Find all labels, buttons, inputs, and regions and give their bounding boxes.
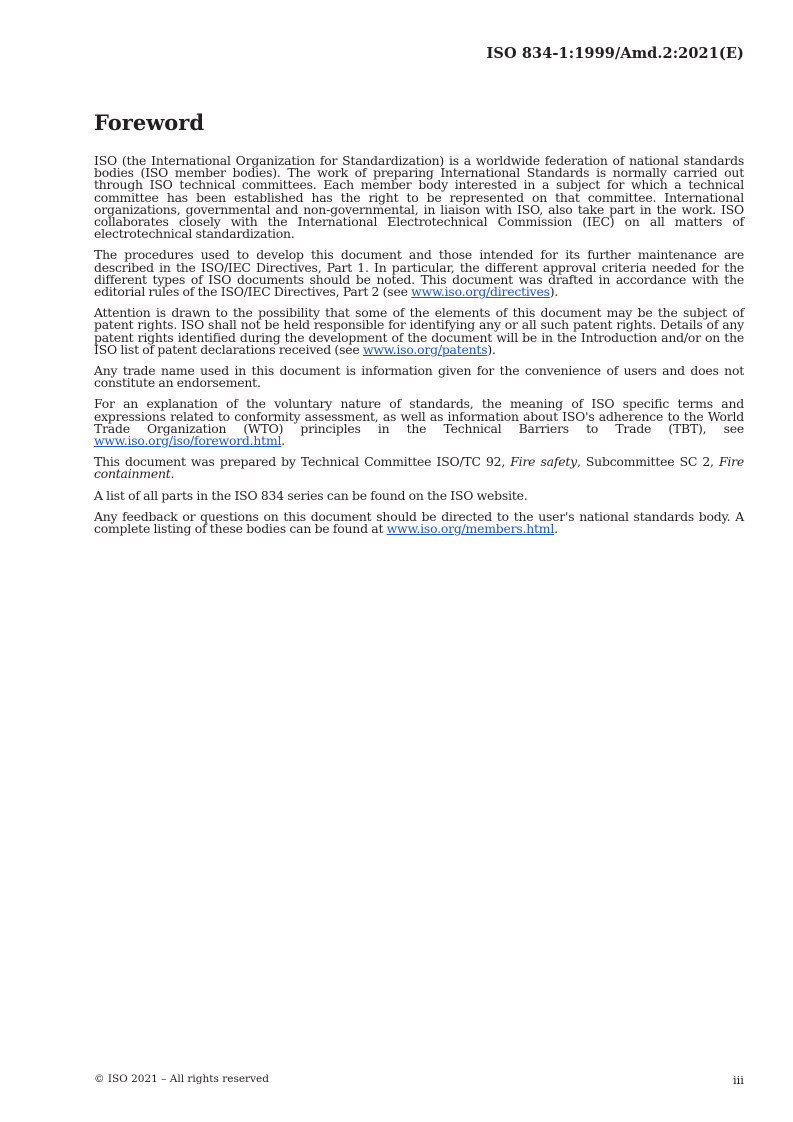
- paragraph-text: Any feedback or questions on this document should be directed to the user's national standards body. A complete listing of these bodies can be found at: [94, 508, 744, 537]
- paragraph-procedures: [94, 249, 744, 298]
- paragraph-text: Attention is drawn to the possibility that some of the elements of this document may be the subject of patent rights. ISO shall not be held responsible for identifying any or all such patent rights. Details of any patent rights identified during the development of the document will be in the Introduction and/or on the ISO list of patent declarations received (see: [94, 305, 744, 357]
- patents-link[interactable]: www.iso.org/patents: [362, 341, 488, 357]
- page-title: Foreword: [94, 110, 205, 135]
- paragraph-text: .: [281, 433, 286, 449]
- members-link[interactable]: www.iso.org/members.html: [386, 521, 555, 537]
- paragraph-trade-name: Any trade name used in this document is information given for the convenience of users and does not constitute an endorsement.: [94, 363, 744, 391]
- paragraph-text: .: [170, 466, 175, 482]
- paragraph-feedback: [94, 508, 744, 537]
- paragraph-text: ).: [549, 284, 559, 300]
- document-identifier: ISO 834-1:1999/Amd.2:2021(E): [486, 45, 744, 62]
- paragraph-text: The procedures used to develop this document and those intended for its further maintenance are described in the ISO/IEC Directives, Part 1. In particular, the different approval criteria needed for the different types of ISO documents should be noted. This document was drafted in accordance with the editorial rules of the ISO/IEC Directives, Part 2 (see: [94, 247, 744, 300]
- foreword-body: [94, 155, 744, 544]
- paragraph-voluntary-nature: [94, 398, 744, 447]
- paragraph-text: This document was prepared by Technical Committee ISO/TC 92,: [94, 454, 511, 470]
- paragraph-text: .: [554, 521, 558, 537]
- committee-name: Fire safety: [510, 454, 577, 470]
- paragraph-patent-rights: [94, 307, 744, 356]
- paragraph-text: , Subcommittee SC 2,: [576, 454, 719, 470]
- page-number: iii: [732, 1073, 744, 1087]
- paragraph-series-list: A list of all parts in the ISO 834 series can be found on the ISO website.: [94, 487, 528, 503]
- paragraph-text: For an explanation of the voluntary nature of standards, the meaning of ISO specific terms and expressions related to conformity assessment, as well as information about ISO's adherence to the World Trade Organization (WTO) principles in the Technical Barriers to Trade (TBT), see: [94, 396, 744, 436]
- directives-link[interactable]: www.iso.org/directives: [411, 284, 550, 300]
- paragraph-iso-overview: ISO (the International Organization for Standardization) is a worldwide federation of national standards bodies (ISO member bodies). The work of preparing International Standards is normally carried out through ISO technical committees. Each member body interested in a subject for which a technical committee has been established has the right to be represented on that committee. International organizations, governmental and non-governmental, in liaison with ISO, also take part in the work. ISO collaborates closely with the International Electrotechnical Commission (IEC) on all matters of electrotechnical standardization.: [94, 153, 744, 242]
- copyright-notice: © ISO 2021 – All rights reserved: [94, 1073, 269, 1085]
- subcommittee-name: Fire containment: [94, 454, 744, 482]
- paragraph-text: ).: [487, 341, 496, 357]
- paragraph-committee: [94, 456, 744, 480]
- foreword-link[interactable]: www.iso.org/iso/foreword.html: [94, 433, 282, 449]
